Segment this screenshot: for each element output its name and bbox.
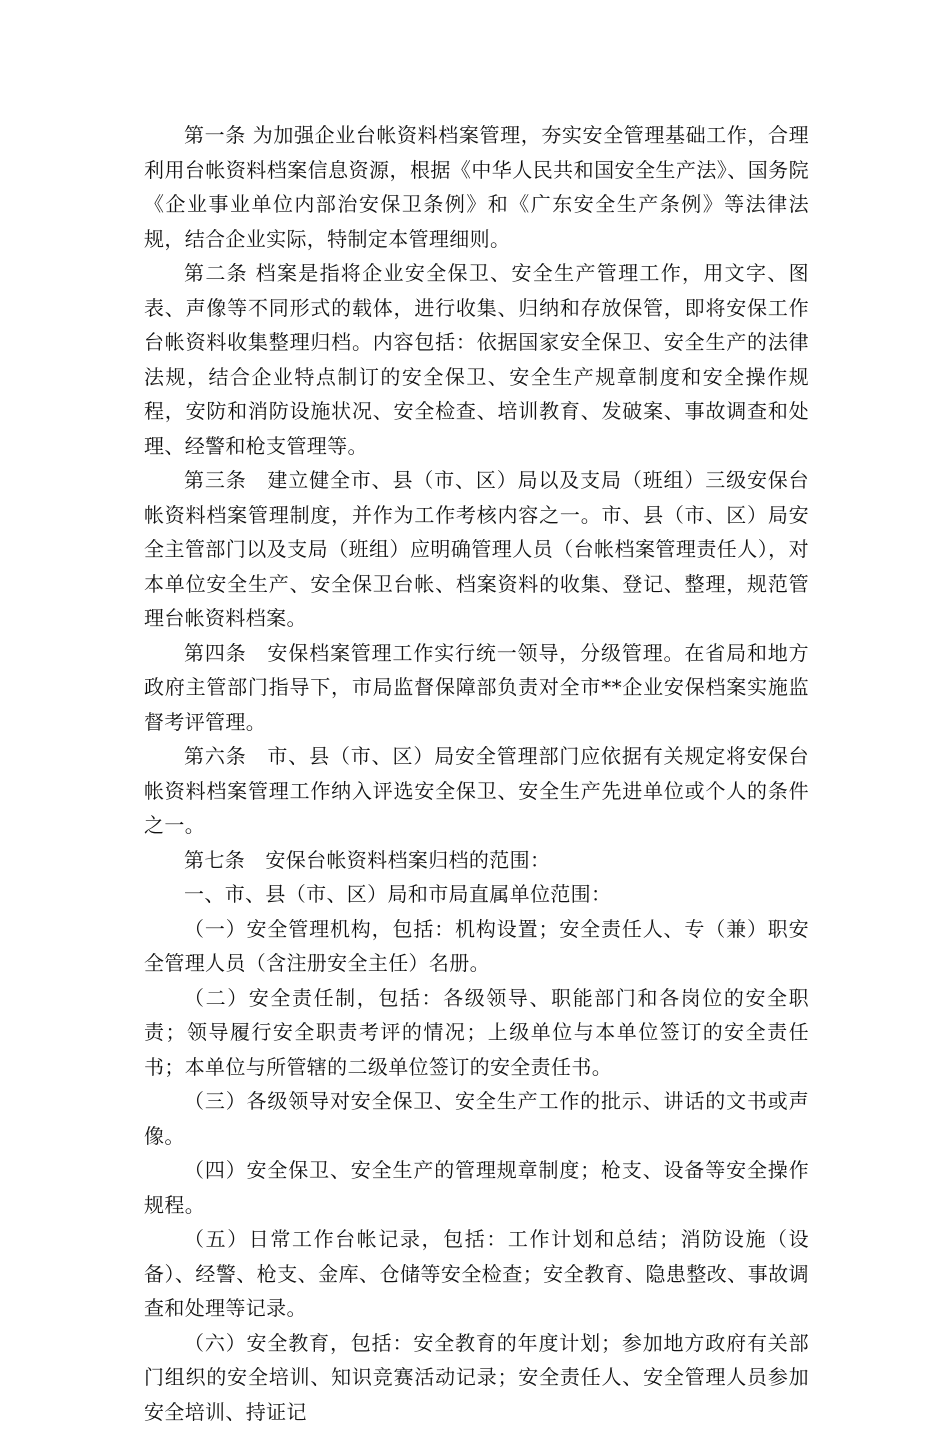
paragraph-article-7: 第七条 安保台帐资料档案归档的范围： bbox=[144, 843, 809, 878]
paragraph-item-5: （五）日常工作台帐记录，包括：工作计划和总结；消防设施（设备）、经警、枪支、金库、仓储等安全检查；安全教育、隐患整改、事故调查和处理等记录。 bbox=[144, 1222, 809, 1326]
paragraph-item-3: （三）各级领导对安全保卫、安全生产工作的批示、讲话的文书或声像。 bbox=[144, 1084, 809, 1153]
paragraph-item-2: （二）安全责任制，包括：各级领导、职能部门和各岗位的安全职责；领导履行安全职责考评的情况；上级单位与本单位签订的安全责任书；本单位与所管辖的二级单位签订的安全责任书。 bbox=[144, 981, 809, 1085]
paragraph-item-6: （六）安全教育，包括：安全教育的年度计划；参加地方政府有关部门组织的安全培训、知识竞赛活动记录；安全责任人、安全管理人员参加安全培训、持证记 bbox=[144, 1326, 809, 1429]
paragraph-article-4: 第四条 安保档案管理工作实行统一领导，分级管理。在省局和地方政府主管部门指导下，市局监督保障部负责对全市**企业安保档案实施监督考评管理。 bbox=[144, 636, 809, 740]
paragraph-article-6: 第六条 市、县（市、区）局安全管理部门应依据有关规定将安保台帐资料档案管理工作纳入评选安全保卫、安全生产先进单位或个人的条件之一。 bbox=[144, 739, 809, 843]
paragraph-scope-heading: 一、市、县（市、区）局和市局直属单位范围： bbox=[144, 877, 809, 912]
paragraph-item-1: （一）安全管理机构，包括：机构设置；安全责任人、专（兼）职安全管理人员（含注册安全主任）名册。 bbox=[144, 912, 809, 981]
paragraph-item-4: （四）安全保卫、安全生产的管理规章制度；枪支、设备等安全操作规程。 bbox=[144, 1153, 809, 1222]
paragraph-article-1: 第一条 为加强企业台帐资料档案管理，夯实安全管理基础工作，合理利用台帐资料档案信息资源，根据《中华人民共和国安全生产法》、国务院《企业事业单位内部治安保卫条例》和《广东安全生产条例》等法律法规，结合企业实际，特制定本管理细则。 bbox=[144, 118, 809, 256]
paragraph-article-2: 第二条 档案是指将企业安全保卫、安全生产管理工作，用文字、图表、声像等不同形式的载体，进行收集、归纳和存放保管，即将安保工作台帐资料收集整理归档。内容包括：依据国家安全保卫、安全生产的法律法规，结合企业特点制订的安全保卫、安全生产规章制度和安全操作规程，安防和消防设施状况、安全检查、培训教育、发破案、事故调查和处理、经警和枪支管理等。 bbox=[144, 256, 809, 463]
document-body bbox=[144, 118, 809, 1429]
paragraph-article-3: 第三条 建立健全市、县（市、区）局以及支局（班组）三级安保台帐资料档案管理制度，并作为工作考核内容之一。市、县（市、区）局安全主管部门以及支局（班组）应明确管理人员（台帐档案管理责任人），对本单位安全生产、安全保卫台帐、档案资料的收集、登记、整理，规范管理台帐资料档案。 bbox=[144, 463, 809, 636]
